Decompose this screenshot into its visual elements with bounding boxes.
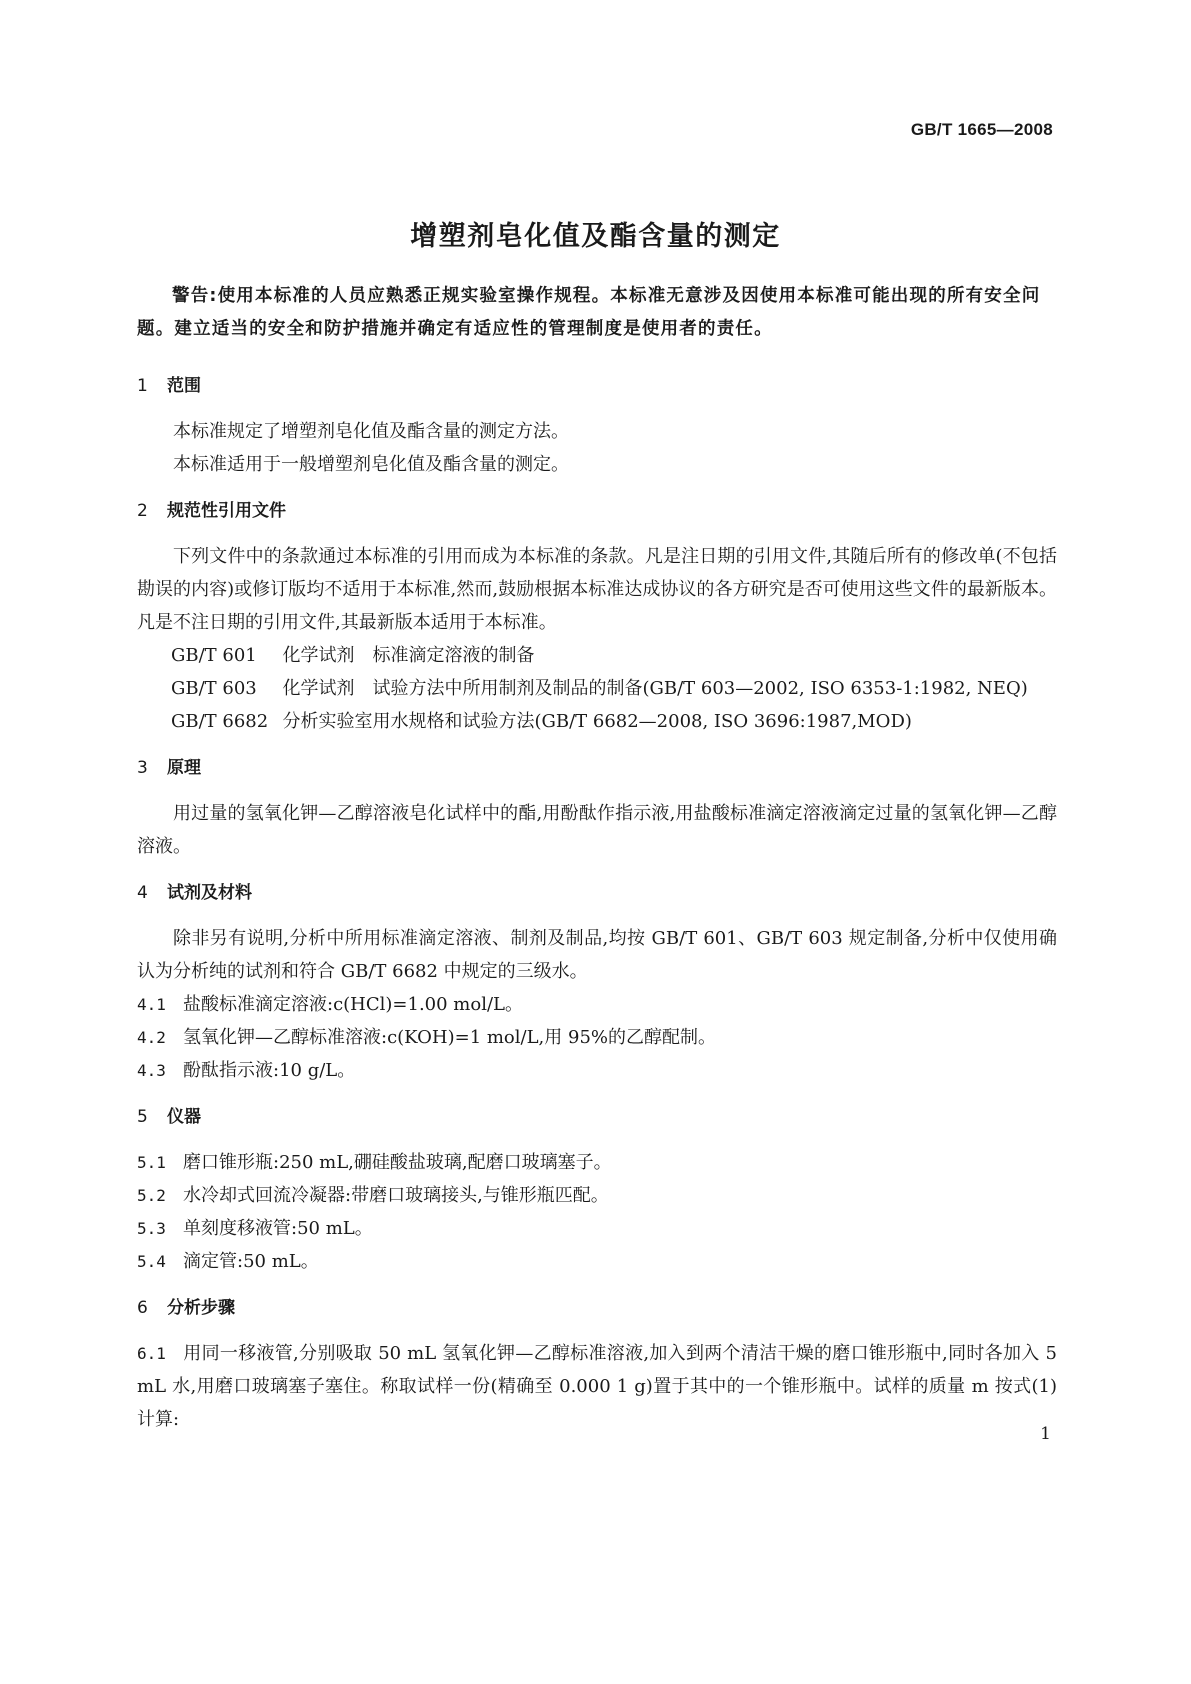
clause-number: 5.2 [137,1186,166,1205]
section-number: 3 [137,758,148,778]
clause-number: 5.1 [137,1153,166,1172]
clause-text: 磨口锥形瓶:250 mL,硼硅酸盐玻璃,配磨口玻璃塞子。 [183,1152,612,1173]
reference-text: 分析实验室用水规格和试验方法(GB/T 6682—2008, ISO 3696:1987,MOD) [282,711,912,732]
clause-item [137,1146,1057,1179]
clause-item [137,988,1057,1021]
reference-text: 化学试剂 试验方法中所用制剂及制品的制备(GB/T 603—2002, ISO 6353-1:1982, NEQ) [282,678,1028,699]
paragraph: 本标准规定了增塑剂皂化值及酯含量的测定方法。 [173,421,569,442]
reference-item [137,705,1057,738]
section-heading-5 [137,1101,1057,1134]
section-title: 范围 [167,376,201,396]
section-heading-3 [137,752,1057,785]
paragraph: 除非另有说明,分析中所用标准滴定溶液、制剂及制品,均按 GB/T 601、GB/T 603 规定制备,分析中仅使用确认为分析纯的试剂和符合 GB/T 6682 中规定的三级水。 [137,928,1057,982]
clause-item [137,1054,1057,1087]
clause-number: 4.2 [137,1028,166,1047]
clause-item [137,1212,1057,1245]
clause-text: 滴定管:50 mL。 [183,1251,319,1272]
clause-text: 酚酞指示液:10 g/L。 [183,1060,356,1081]
clause-text: 用同一移液管,分别吸取 50 mL 氢氧化钾—乙醇标准溶液,加入到两个清洁干燥的磨口锥形瓶中,同时各加入 5 mL 水,用磨口玻璃塞子塞住。称取试样一份(精确至 0.000 1 g)置于其中的一个锥形瓶中。试样的质量 m 按式(1)计算: [137,1343,1057,1430]
clause-text: 盐酸标准滴定溶液:c(HCl)=1.00 mol/L。 [183,994,523,1015]
clause-item [137,1245,1057,1278]
paragraph: 用过量的氢氧化钾—乙醇溶液皂化试样中的酯,用酚酞作指示液,用盐酸标准滴定溶液滴定过量的氢氧化钾—乙醇溶液。 [137,803,1057,857]
reference-item [137,672,1057,705]
paragraph: 下列文件中的条款通过本标准的引用而成为本标准的条款。凡是注日期的引用文件,其随后所有的修改单(不包括勘误的内容)或修订版均不适用于本标准,然而,鼓励根据本标准达成协议的各方研究是否可使用这些文件的最新版本。凡是不注日期的引用文件,其最新版本适用于本标准。 [137,546,1057,633]
section-number: 2 [137,501,148,521]
page-number: 1 [1040,1424,1051,1444]
clause-number: 6.1 [137,1344,166,1363]
section-title: 分析步骤 [167,1298,235,1318]
clause-number: 4.1 [137,995,166,1014]
clause-text: 氢氧化钾—乙醇标准溶液:c(KOH)=1 mol/L,用 95%的乙醇配制。 [183,1027,716,1048]
section-title: 仪器 [167,1107,201,1127]
section-heading-2 [137,495,1057,528]
reference-text: 化学试剂 标准滴定溶液的制备 [282,645,535,666]
clause-number: 4.3 [137,1061,166,1080]
clause-text: 单刻度移液管:50 mL。 [183,1218,373,1239]
clause-text: 水冷却式回流冷凝器:带磨口玻璃接头,与锥形瓶匹配。 [183,1185,609,1206]
clause-item [137,1337,1057,1436]
section-title: 原理 [167,758,201,778]
clause-number: 5.4 [137,1252,166,1271]
clause-number: 5.3 [137,1219,166,1238]
section-number: 1 [137,376,148,396]
section-heading-6 [137,1292,1057,1325]
document-title: 增塑剂皂化值及酯含量的测定 [410,221,781,252]
section-heading-1 [137,370,1057,403]
reference-code: GB/T 603 [171,678,257,699]
document-code: GB/T 1665—2008 [910,120,1053,139]
clause-item [137,1021,1057,1054]
document-body [137,280,1057,1436]
reference-code: GB/T 6682 [171,711,269,732]
warning-paragraph: 警告:使用本标准的人员应熟悉正规实验室操作规程。本标准无意涉及因使用本标准可能出现的所有安全问题。建立适当的安全和防护措施并确定有适应性的管理制度是使用者的责任。 [137,286,1041,339]
section-number: 5 [137,1107,148,1127]
clause-item [137,1179,1057,1212]
section-number: 6 [137,1298,148,1318]
section-heading-4 [137,877,1057,910]
reference-item [137,639,1057,672]
section-title: 试剂及材料 [167,883,252,903]
reference-code: GB/T 601 [171,645,257,666]
section-title: 规范性引用文件 [167,501,286,521]
section-number: 4 [137,883,148,903]
paragraph: 本标准适用于一般增塑剂皂化值及酯含量的测定。 [173,454,569,475]
